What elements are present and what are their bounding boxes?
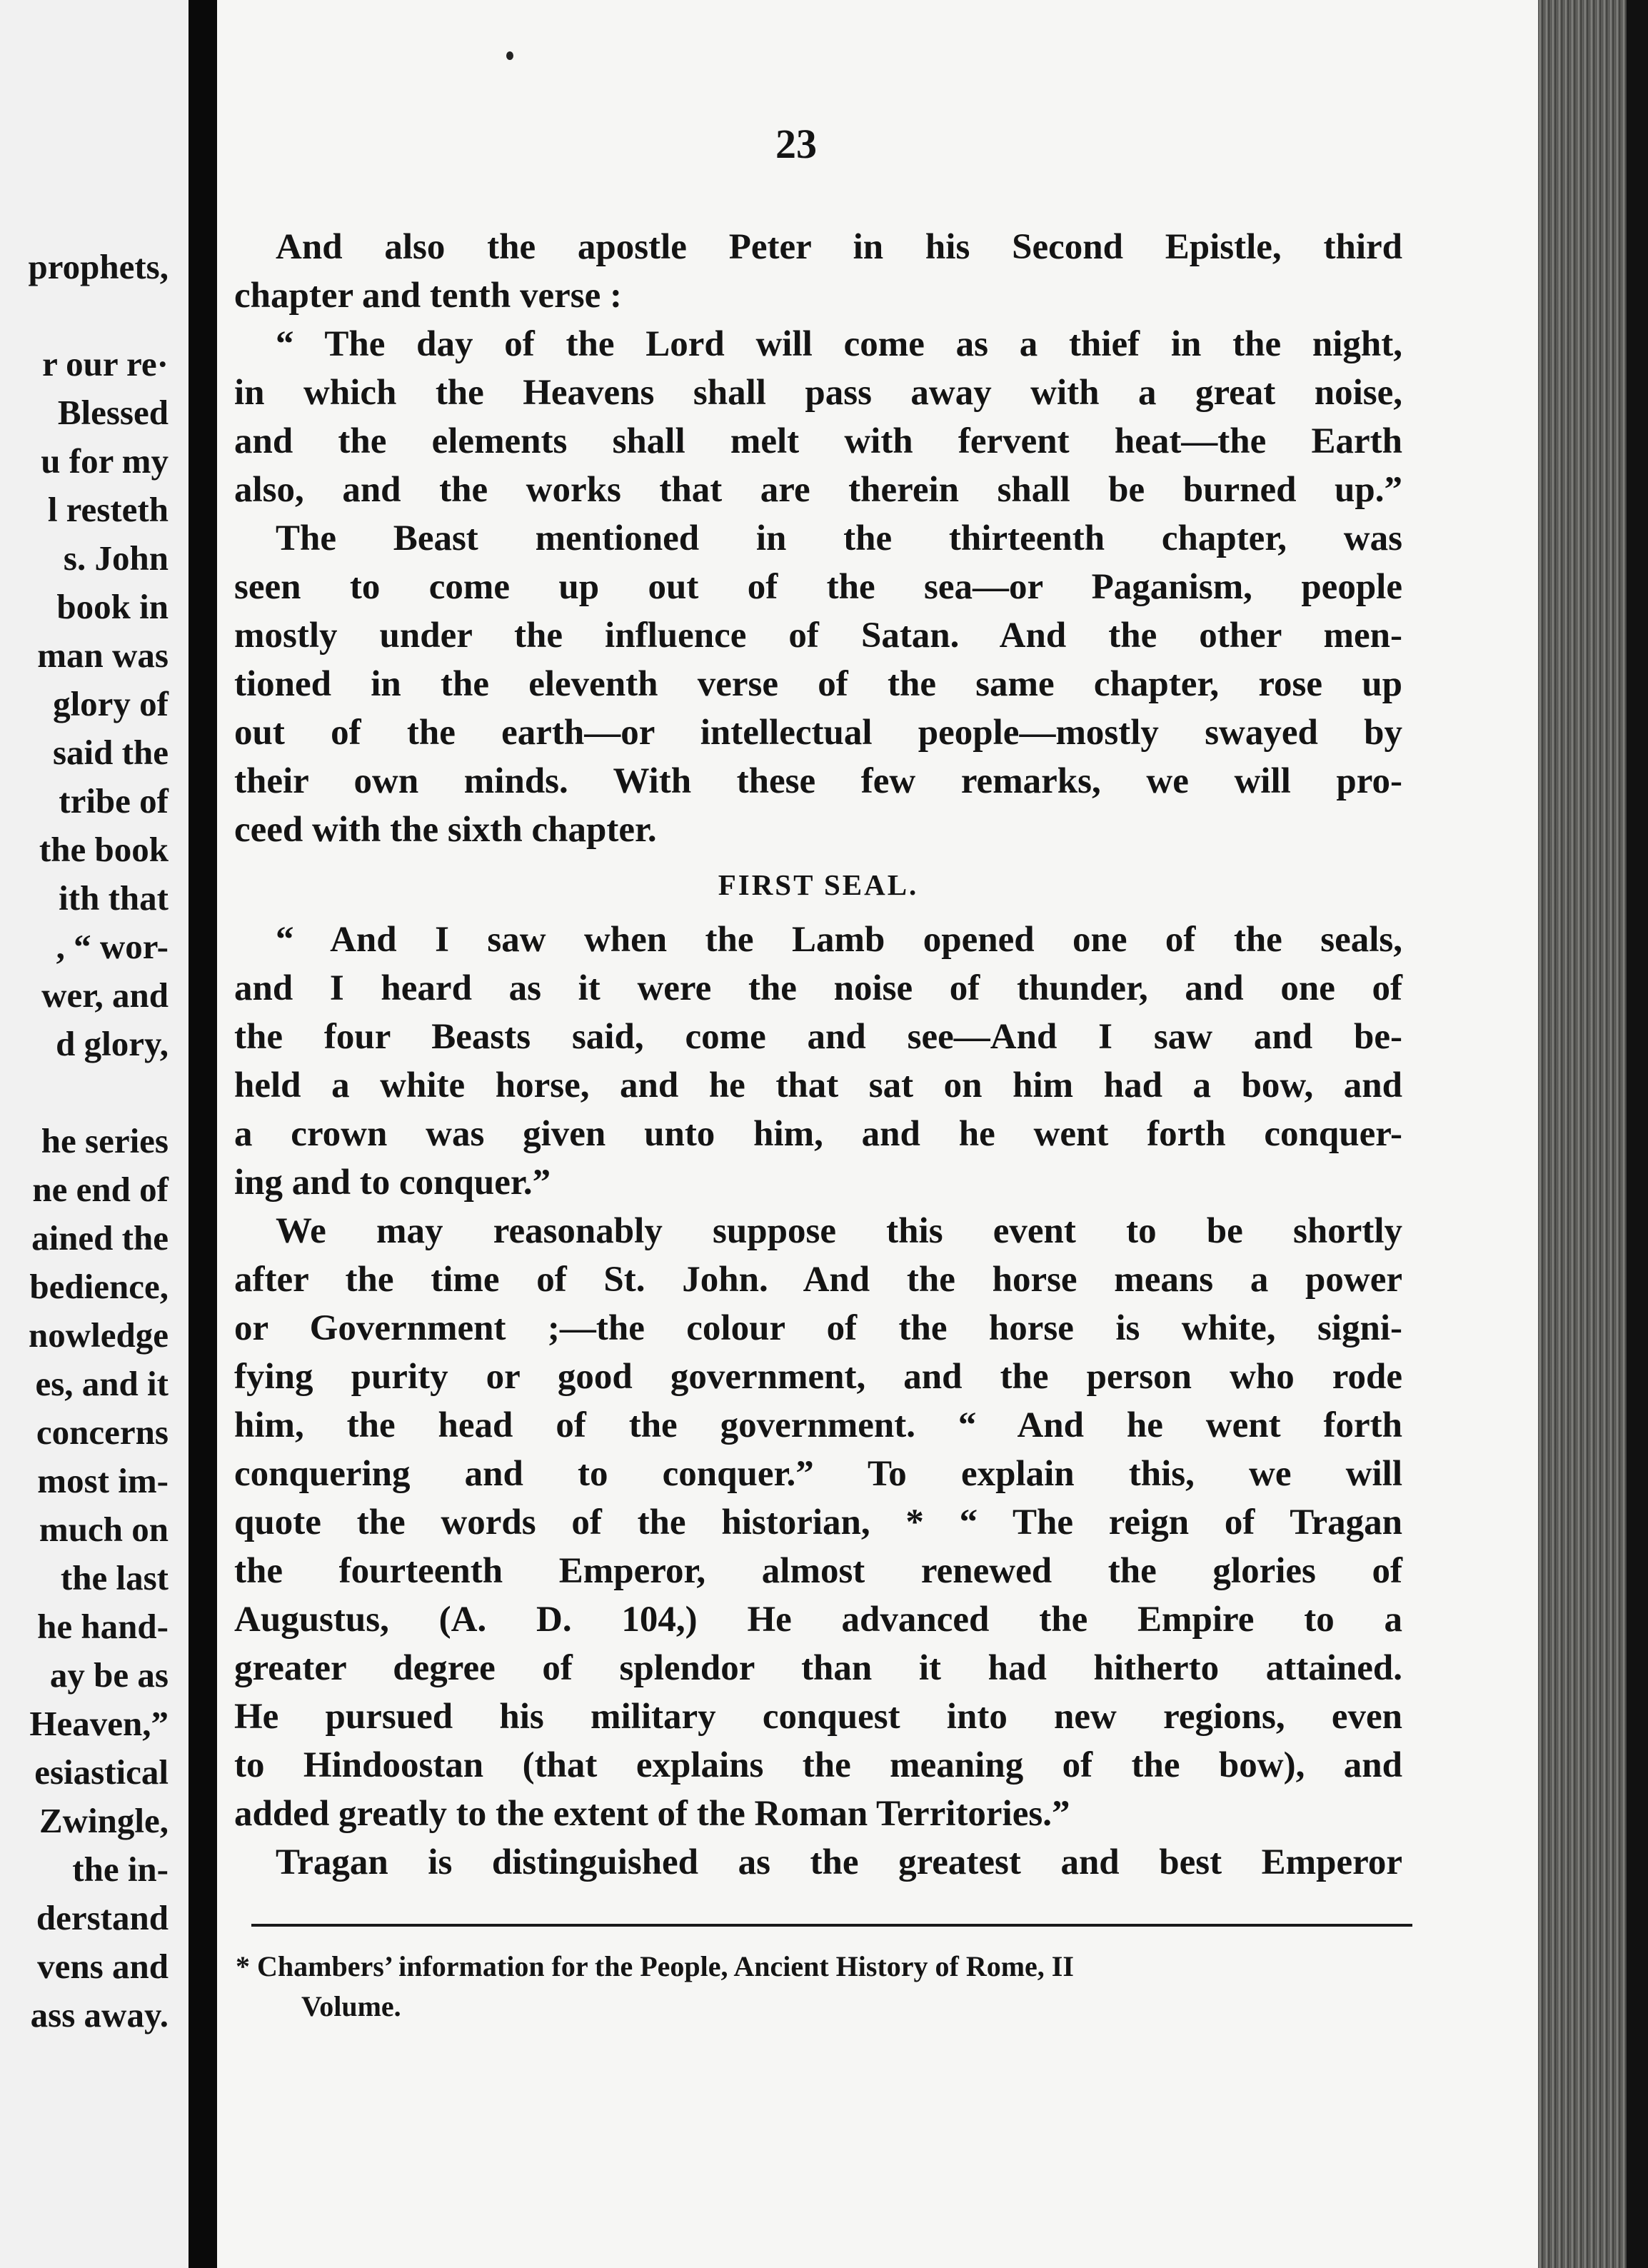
- book-edge-shadow: [1627, 0, 1648, 2268]
- left-page-line: d glory,: [56, 1024, 169, 1063]
- left-page-line: Blessed: [57, 393, 169, 432]
- text-line: after the time of St. John. And the horse means a power: [234, 1260, 1402, 1300]
- left-page-line: ith that: [59, 878, 169, 918]
- left-page-line: the in-: [72, 1850, 169, 1889]
- footnote: [236, 1947, 1421, 2027]
- left-page-line: Heaven,”: [29, 1704, 169, 1743]
- text-line: tioned in the eleventh verse of the same chapter, rose up: [234, 664, 1402, 704]
- left-page-line: ay be as: [49, 1655, 169, 1695]
- text-line: And also the apostle Peter in his Second Epistle, third: [276, 227, 1402, 267]
- text-line: mostly under the influence of Satan. And the other men-: [234, 616, 1402, 656]
- text-line: “ The day of the Lord will come as a thief in the night,: [276, 324, 1402, 364]
- text-line: a crown was given unto him, and he went forth conquer-: [234, 1114, 1402, 1154]
- text-line: Tragan is distinguished as the greatest and best Emperor: [276, 1842, 1402, 1882]
- left-page-line: ained the: [31, 1218, 169, 1258]
- left-page-line: concerns: [36, 1413, 169, 1452]
- text-line: also, and the works that are therein shall be burned up.”: [234, 470, 1402, 510]
- text-line: conquering and to conquer.” To explain this, we will: [234, 1454, 1402, 1494]
- paragraph-4: [234, 1207, 1402, 1838]
- text-line: their own minds. With these few remarks, we will pro-: [234, 761, 1402, 801]
- left-page-line: l resteth: [47, 490, 169, 529]
- left-page-line: ass away.: [30, 1995, 169, 2034]
- left-page-line: esiastical: [34, 1752, 169, 1792]
- ink-speck: [506, 51, 513, 60]
- page-body: [234, 223, 1402, 1887]
- text-line: him, the head of the government. “ And he went forth: [234, 1405, 1402, 1445]
- left-page-line: nowledge: [29, 1315, 169, 1355]
- left-page-line: [0, 291, 169, 340]
- left-page-line: much on: [39, 1510, 169, 1549]
- text-line: in which the Heavens shall pass away with a great noise,: [234, 373, 1402, 413]
- text-line: seen to come up out of the sea—or Paganism, people: [234, 567, 1402, 607]
- left-page-line: the book: [39, 830, 169, 869]
- left-page-line: ne end of: [32, 1170, 169, 1209]
- text-line: the four Beasts said, come and see—And I saw and be-: [234, 1017, 1402, 1057]
- text-line: fying purity or good government, and the person who rode: [234, 1357, 1402, 1397]
- left-page: [0, 0, 189, 2268]
- left-page-line: he series: [41, 1121, 169, 1160]
- footnote-line: * Chambers’ information for the People, Ancient History of Rome, II: [236, 1950, 1074, 1982]
- left-page-text: [0, 243, 169, 2039]
- text-line: The Beast mentioned in the thirteenth chapter, was: [276, 518, 1402, 558]
- text-line: and I heard as it were the noise of thunder, and one of: [234, 968, 1402, 1008]
- footnote-line: Volume.: [301, 1990, 401, 2022]
- left-page-line: bedience,: [29, 1267, 169, 1306]
- text-line: ing and to conquer.”: [234, 1163, 551, 1203]
- paragraph-1: [234, 223, 1402, 514]
- paragraph-3: [234, 915, 1402, 1207]
- left-page-line: wer, and: [41, 975, 169, 1015]
- left-page-line: most im-: [37, 1461, 169, 1500]
- text-line: greater degree of splendor than it had hitherto attained.: [234, 1648, 1402, 1688]
- left-page-line: s. John: [63, 538, 169, 578]
- left-page-line: book in: [56, 587, 169, 626]
- left-page-line: man was: [37, 636, 169, 675]
- text-line: We may reasonably suppose this event to be shortly: [276, 1211, 1402, 1251]
- footnote-rule: [251, 1924, 1412, 1927]
- text-line: or Government ;—the colour of the horse is white, signi-: [234, 1308, 1402, 1348]
- left-page-line: tribe of: [59, 781, 169, 821]
- left-page-line: derstand: [36, 1898, 169, 1937]
- page-number: 23: [775, 121, 817, 167]
- text-line: ceed with the sixth chapter.: [234, 810, 657, 850]
- left-page-line: the last: [60, 1558, 169, 1597]
- left-page-line: r our re·: [42, 344, 169, 383]
- section-heading: FIRST SEAL.: [718, 868, 919, 901]
- text-line: the fourteenth Emperor, almost renewed the glories of: [234, 1551, 1402, 1591]
- text-line: “ And I saw when the Lamb opened one of the seals,: [276, 920, 1402, 960]
- text-line: out of the earth—or intellectual people—mostly swayed by: [234, 713, 1402, 753]
- text-line: chapter and tenth verse :: [234, 276, 622, 316]
- paragraph-2: [234, 514, 1402, 854]
- book-gutter: [189, 0, 217, 2268]
- left-page-line: said the: [52, 733, 169, 772]
- left-page-line: [0, 1068, 169, 1117]
- text-line: quote the words of the historian, * “ The reign of Tragan: [234, 1502, 1402, 1542]
- left-page-line: es, and it: [35, 1364, 169, 1403]
- text-line: and the elements shall melt with fervent heat—the Earth: [234, 421, 1402, 461]
- text-line: to Hindoostan (that explains the meaning of the bow), and: [234, 1745, 1402, 1785]
- left-page-line: vens and: [37, 1947, 169, 1986]
- left-page-line: Zwingle,: [39, 1801, 169, 1840]
- text-line: He pursued his military conquest into new regions, even: [234, 1697, 1402, 1737]
- text-line: Augustus, (A. D. 104,) He advanced the Empire to a: [234, 1600, 1402, 1640]
- left-page-line: glory of: [53, 684, 169, 723]
- paragraph-5: [234, 1838, 1402, 1887]
- left-page-line: prophets,: [28, 247, 169, 286]
- left-page-line: u for my: [41, 441, 169, 481]
- page-edges: [1538, 0, 1627, 2268]
- text-line: held a white horse, and he that sat on him had a bow, and: [234, 1065, 1402, 1105]
- left-page-line: , “ wor-: [56, 927, 169, 966]
- text-line: added greatly to the extent of the Roman Territories.”: [234, 1794, 1070, 1834]
- left-page-line: he hand-: [37, 1607, 169, 1646]
